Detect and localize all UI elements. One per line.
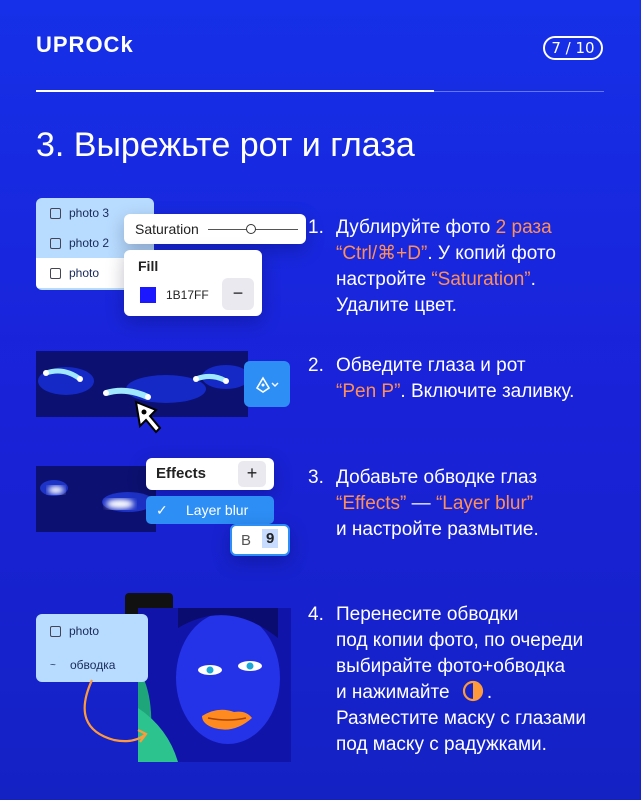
layer-label: photo [69,266,100,280]
pen-tool-icon [254,374,280,394]
blur-value-field[interactable] [230,524,290,556]
step-3-text [308,465,539,543]
layers-panel-mask [36,614,148,682]
text: Дублируйте фото [336,217,496,238]
brand-logo: UPROCk [36,32,134,57]
text: и настройте размытие. [336,519,539,540]
highlight: “Layer blur” [435,493,534,514]
text: Перенесите обводки [336,604,519,625]
slider-thumb[interactable] [246,224,256,234]
highlight: “Saturation” [431,269,531,290]
layer-item[interactable] [36,614,148,648]
page-indicator: 7 / 10 [543,36,603,60]
add-effect-button[interactable]: + [238,461,266,487]
text: . [530,269,536,290]
layer-blur-row[interactable] [146,496,274,524]
fill-panel [124,250,262,316]
layer-label: обводка [70,658,116,672]
step-1-text [308,215,556,319]
image-icon [50,268,61,279]
step-number: 3. [308,467,324,488]
highlight: “Ctrl/⌘+D” [336,243,428,264]
layer-label: photo [69,624,100,638]
vector-path-icon: ~ [50,659,56,671]
text: Добавьте обводке глаз [336,467,538,488]
step-number: 1. [308,217,324,238]
text: выбирайте фото+обводка [336,656,566,677]
pen-tool-button[interactable] [244,361,290,407]
fill-hex[interactable]: 1B17FF [166,288,209,302]
blurred-eyes-photo [36,466,156,532]
step-2-text [308,353,574,405]
layer-label: photo 3 [69,206,110,220]
image-icon [50,626,61,637]
text: настройте [336,269,432,290]
image-icon [50,208,61,219]
page-title: 3. Вырежьте рот и глаза [36,126,415,164]
text: . Включите заливку. [400,381,575,402]
text: — [406,493,436,514]
highlight: “Effects” [336,493,407,514]
step-number: 4. [308,604,324,625]
blurred-eyes-illustration [36,466,156,532]
check-icon[interactable]: ✓ [156,501,168,518]
progress-divider [36,90,434,92]
effects-label: Effects [156,465,207,482]
text: Обведите глаза и рот [336,355,526,376]
layer-label: photo 2 [69,236,110,250]
text: . [486,682,493,703]
text: Разместите маску с глазами [336,708,587,729]
mask-icon [461,680,487,702]
fill-remove-button[interactable]: − [222,278,254,310]
image-icon [50,238,61,249]
text: и нажимайте [336,682,450,703]
saturation-label: Saturation [135,221,199,237]
curved-arrow-icon [76,676,156,766]
highlight: 2 раза [495,217,552,238]
layer-blur-label: Layer blur [186,502,249,518]
effects-panel [146,458,274,490]
fill-swatch[interactable] [140,287,156,303]
step-number: 2. [308,355,324,376]
text: под копии фото, по очереди [336,630,584,651]
portrait-illustration [138,608,291,762]
text: под маску с радужками. [336,734,547,755]
blur-value[interactable]: 9 [262,529,278,548]
highlight: “Pen P” [336,381,401,402]
text: Удалите цвет. [336,295,457,316]
pen-cursor-icon [130,398,170,438]
portrait-photo [138,608,291,762]
text: . У копий фото [427,243,556,264]
fill-title: Fill [138,258,159,274]
saturation-slider[interactable] [124,214,306,244]
blur-prefix: B [241,532,252,549]
step-4-text [308,602,586,758]
